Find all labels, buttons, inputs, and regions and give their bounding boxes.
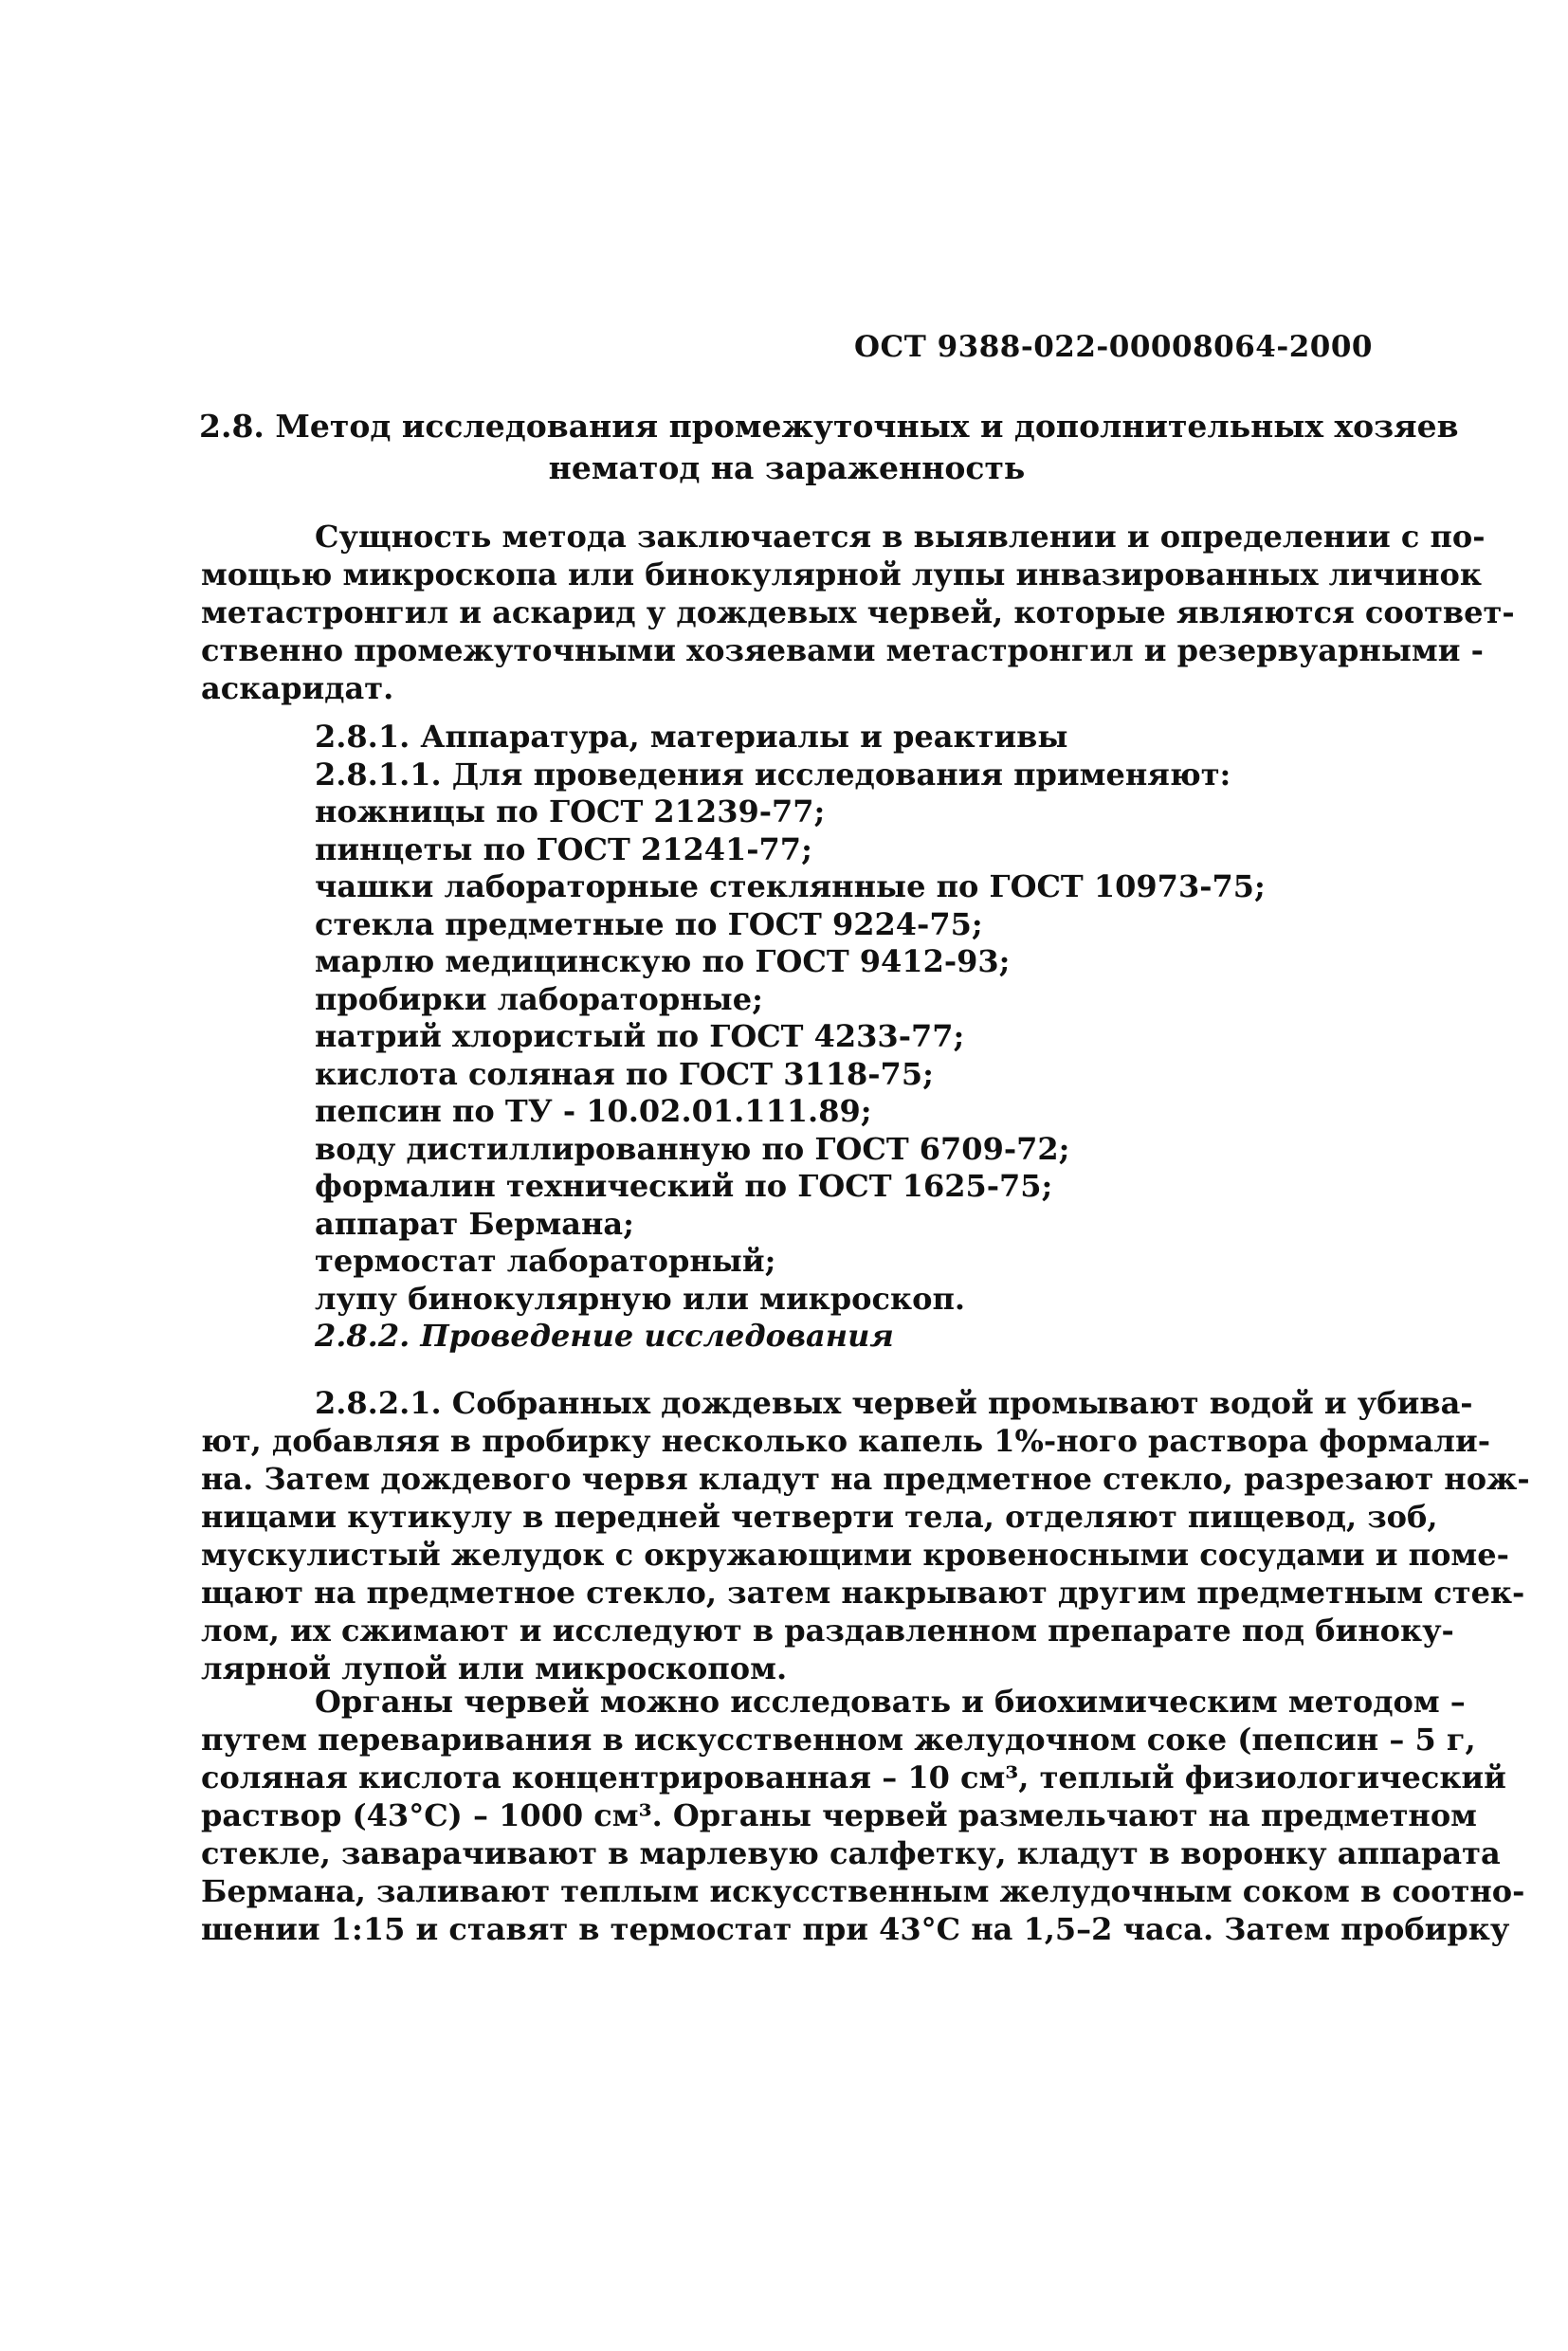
- apparatus-item: пепсин по ТУ - 10.02.01.111.89;: [315, 1093, 872, 1129]
- organs-line: раствор (43°С) – 1000 см³. Органы червей размельчают на предметном: [201, 1797, 1477, 1833]
- apparatus-item: термостат лабораторный;: [315, 1243, 776, 1279]
- procedure-line: на. Затем дождевого червя кладут на предметное стекло, разрезают нож-: [201, 1461, 1530, 1497]
- section-title-line-2: нематод на зараженность: [548, 449, 1026, 486]
- procedure-line: лярной лупой или микроскопом.: [201, 1650, 788, 1686]
- apparatus-item: формалин технический по ГОСТ 1625-75;: [315, 1168, 1053, 1204]
- apparatus-item: чашки лабораторные стеклянные по ГОСТ 10973-75;: [315, 868, 1266, 904]
- organs-line: Органы червей можно исследовать и биохимическим методом –: [315, 1684, 1466, 1720]
- apparatus-item: натрий хлористый по ГОСТ 4233-77;: [315, 1018, 965, 1054]
- apparatus-item: стекла предметные по ГОСТ 9224-75;: [315, 905, 983, 942]
- intro-line: Сущность метода заключается в выявлении и определении с по-: [315, 519, 1486, 555]
- apparatus-item: кислота соляная по ГОСТ 3118-75;: [315, 1055, 934, 1092]
- procedure-line: 2.8.2.1. Собранных дождевых червей промывают водой и убива-: [315, 1385, 1473, 1421]
- apparatus-item: пробирки лабораторные;: [315, 980, 763, 1017]
- organs-line: соляная кислота концентрированная – 10 см³, теплый физиологический: [201, 1759, 1506, 1795]
- procedure-line: щают на предметное стекло, затем накрывают другим предметным стек-: [201, 1575, 1525, 1611]
- intro-line: ственно промежуточными хозяевами метастронгил и резервуарными -: [201, 632, 1484, 668]
- apparatus-item: ножницы по ГОСТ 21239-77;: [315, 793, 826, 829]
- apparatus-item: аппарат Бермана;: [315, 1205, 634, 1242]
- intro-line: метастронгил и аскарид у дождевых червей, которые являются соответ-: [201, 594, 1515, 630]
- procedure-line: ют, добавляя в пробирку несколько капель 1%-ного раствора формали-: [201, 1423, 1490, 1459]
- apparatus-item: воду дистиллированную по ГОСТ 6709-72;: [315, 1130, 1070, 1167]
- apparatus-section: [315, 719, 1266, 1356]
- apparatus-subheading: 2.8.1.1. Для проведения исследования применяют:: [315, 756, 1231, 793]
- apparatus-item: марлю медицинскую по ГОСТ 9412-93;: [315, 943, 1011, 979]
- section-title: [199, 406, 1459, 489]
- intro-line: мощью микроскопа или бинокулярной лупы инвазированных личинок: [201, 556, 1482, 592]
- organs-line: путем переваривания в искусственном желудочном соке (пепсин – 5 г,: [201, 1722, 1476, 1758]
- procedure-paragraph-organs: [201, 1683, 1525, 1948]
- apparatus-heading: 2.8.1. Аппаратура, материалы и реактивы: [315, 719, 1068, 755]
- apparatus-item: лупу бинокулярную или микроскоп.: [315, 1280, 965, 1317]
- organs-line: Бермана, заливают теплым искусственным желудочным соком в соотно-: [201, 1873, 1525, 1909]
- organs-line: стекле, заварачивают в марлевую салфетку, кладут в воронку аппарата: [201, 1835, 1501, 1871]
- intro-line: аскаридат.: [201, 670, 394, 706]
- document-code: ОСТ 9388-022-00008064-2000: [854, 330, 1373, 364]
- procedure-heading: 2.8.2. Проведение исследования: [315, 1318, 894, 1354]
- procedure-line: мускулистый желудок с окружающими кровеносными сосудами и поме-: [201, 1537, 1509, 1573]
- procedure-line: лом, их сжимают и исследуют в раздавленном препарате под биноку-: [201, 1613, 1454, 1649]
- procedure-line: ницами кутикулу в передней четверти тела, отделяют пищевод, зоб,: [201, 1499, 1438, 1535]
- section-title-line-1: 2.8. Метод исследования промежуточных и дополнительных хозяев: [199, 408, 1459, 445]
- apparatus-item: пинцеты по ГОСТ 21241-77;: [315, 830, 812, 867]
- procedure-paragraph-2821: [201, 1384, 1530, 1687]
- organs-line: шении 1:15 и ставят в термостат при 43°С на 1,5–2 часа. Затем пробирку: [201, 1911, 1510, 1947]
- intro-paragraph: [201, 518, 1515, 707]
